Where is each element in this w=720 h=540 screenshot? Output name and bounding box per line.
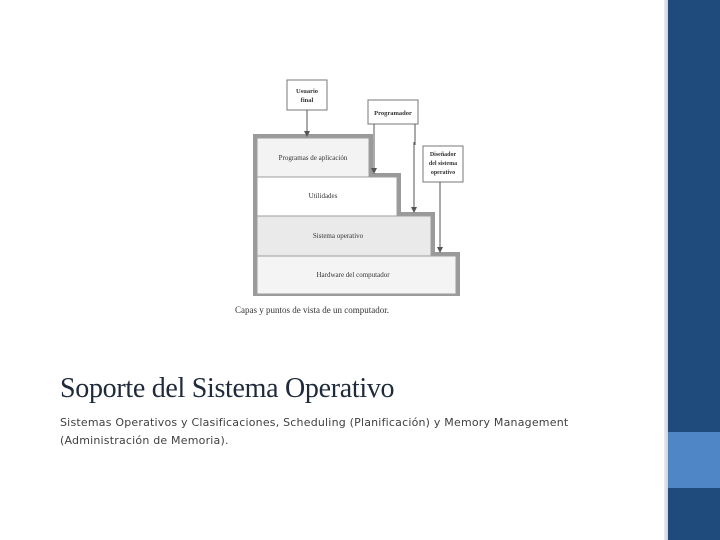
end-user-label-line-2: final bbox=[300, 97, 314, 104]
layers-diagram bbox=[228, 72, 488, 322]
layer-hardware-label: Hardware del computador bbox=[316, 271, 390, 279]
programmer-label: Programador bbox=[374, 110, 412, 117]
slide-title: Soporte del Sistema Operativo bbox=[60, 373, 395, 404]
slide-subtitle: Sistemas Operativos y Clasificaciones, Scheduling (Planificación) y Memory Management (Administración de Memoria). bbox=[60, 416, 569, 447]
figure-caption: Capas y puntos de vista de un computador. bbox=[235, 305, 389, 315]
layer-application-label: Programas de aplicación bbox=[278, 154, 348, 162]
layer-os-label: Sistema operativo bbox=[312, 232, 364, 240]
end-user-box bbox=[287, 80, 327, 110]
layer-utilities-label: Utilidades bbox=[308, 192, 338, 200]
os-designer-label-line-1: Diseñador bbox=[429, 152, 457, 158]
end-user-label-line-1: Usuario bbox=[295, 88, 319, 95]
layers-diagram-figure bbox=[228, 72, 488, 322]
side-accent-block bbox=[668, 432, 720, 488]
os-designer-label-line-2: del sistema bbox=[428, 161, 458, 167]
os-designer-label-line-3: operativo bbox=[430, 170, 456, 176]
